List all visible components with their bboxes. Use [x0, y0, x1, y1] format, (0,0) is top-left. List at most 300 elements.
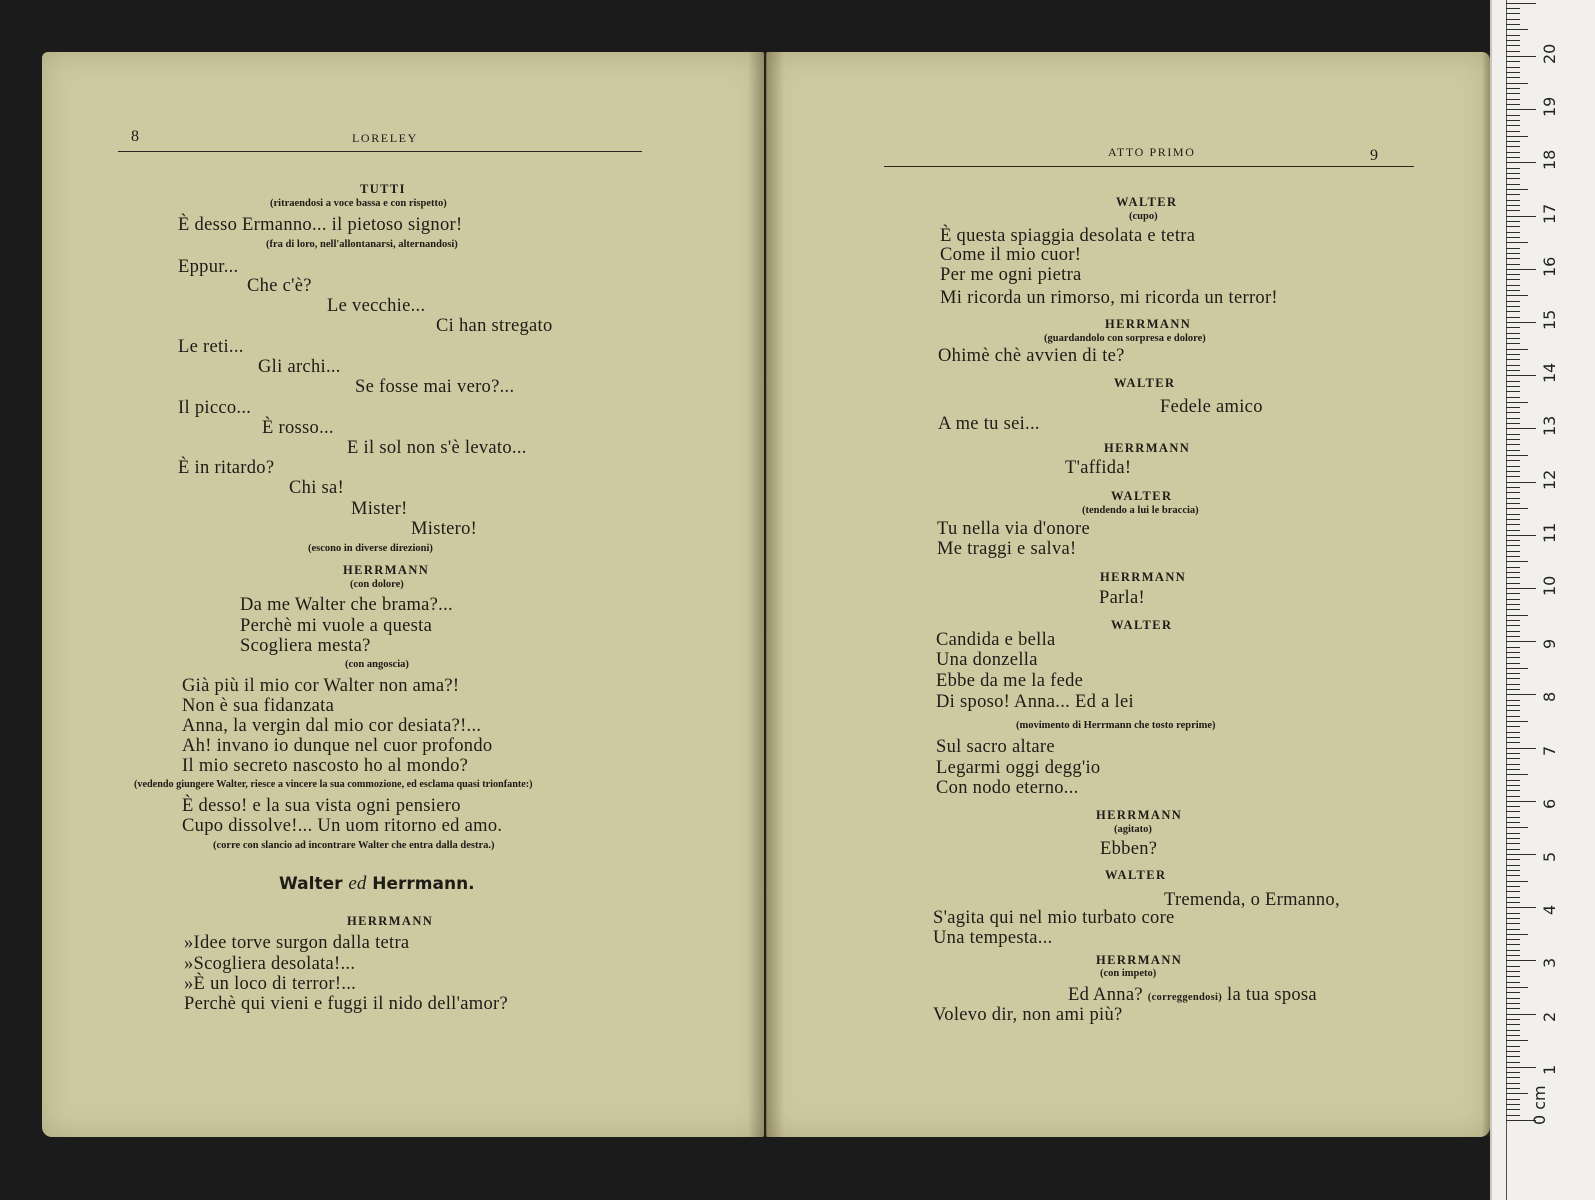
speaker-herrmann: HERRMANN — [347, 914, 434, 928]
ruler-tick — [1506, 822, 1520, 823]
verse-line: Una tempesta... — [933, 928, 1053, 948]
ruler-tick — [1506, 109, 1536, 110]
ruler-tick — [1506, 301, 1520, 302]
right-page — [766, 52, 1490, 1137]
verse-line: Mistero! — [411, 519, 478, 539]
page-edge — [1482, 52, 1490, 1137]
ruler-tick — [1506, 891, 1520, 892]
ruler-tick — [1506, 157, 1520, 158]
ruler-tick — [1506, 178, 1520, 179]
ruler-tick — [1506, 93, 1520, 94]
ruler-tick — [1506, 242, 1528, 243]
ruler-tick — [1506, 471, 1520, 472]
verse-line: Mi ricorda un rimorso, mi ricorda un terror! — [940, 288, 1278, 308]
ruler-tick — [1506, 647, 1520, 648]
ruler-tick — [1506, 620, 1520, 621]
ruler-tick — [1506, 1104, 1520, 1105]
ruler-tick — [1506, 67, 1520, 68]
ruler-tick — [1506, 1030, 1520, 1031]
stage-direction: (con dolore) — [350, 579, 404, 590]
ruler-tick — [1506, 498, 1520, 499]
running-head: ATTO PRIMO — [1108, 145, 1196, 159]
ruler-tick — [1506, 955, 1520, 956]
ruler-number: 11 — [1540, 522, 1559, 543]
verse-line: Ci han stregato — [436, 316, 553, 336]
ruler-tick — [1506, 875, 1520, 876]
ruler-tick — [1506, 790, 1520, 791]
ruler-tick — [1506, 492, 1520, 493]
ruler-tick — [1506, 45, 1520, 46]
speaker-walter: WALTER — [1111, 618, 1173, 632]
ruler-tick — [1506, 487, 1520, 488]
speaker-herrmann: HERRMANN — [1105, 317, 1192, 331]
verse-line: È questa spiaggia desolata e tetra — [940, 226, 1196, 246]
ruler-tick — [1506, 333, 1520, 334]
ruler-tick — [1506, 1003, 1520, 1004]
ruler-number: 15 — [1540, 309, 1559, 330]
verse-line: Per me ogni pietra — [940, 265, 1082, 285]
ruler-tick — [1506, 918, 1520, 919]
ruler-tick — [1506, 1035, 1520, 1036]
verse-line: Già più il mio cor Walter non ama?! — [182, 676, 460, 696]
ruler-tick — [1506, 631, 1520, 632]
stage-direction: (cupo) — [1129, 211, 1158, 222]
verse-line: »È un loco di terror!... — [184, 974, 357, 994]
ruler-tick — [1506, 764, 1520, 765]
ruler-tick — [1506, 902, 1520, 903]
ruler-tick — [1506, 865, 1520, 866]
verse-line: Ebbe da me la fede — [936, 671, 1084, 691]
verse-line: Sul sacro altare — [936, 737, 1055, 757]
ruler-tick — [1506, 88, 1520, 89]
ruler-tick — [1506, 482, 1536, 483]
ruler-tick — [1506, 838, 1520, 839]
ruler-tick — [1506, 418, 1520, 419]
ruler-tick — [1506, 503, 1520, 504]
ruler-tick — [1506, 168, 1520, 169]
ruler-tick — [1506, 806, 1520, 807]
ruler-tick — [1506, 210, 1520, 211]
ruler-tick — [1506, 397, 1520, 398]
ruler-tick — [1506, 1056, 1520, 1057]
ruler-tick — [1506, 710, 1520, 711]
ruler-number: 1 — [1540, 1064, 1559, 1075]
scene-name-walter: Walter — [279, 874, 343, 894]
ruler-tick — [1506, 1024, 1520, 1025]
ruler-number: 14 — [1540, 362, 1559, 384]
ruler-number: 19 — [1540, 96, 1559, 118]
speaker-herrmann: HERRMANN — [1104, 441, 1191, 455]
stage-direction-inline: (correggendosi) — [1147, 992, 1223, 1003]
ruler-tick — [1506, 434, 1520, 435]
left-page — [42, 52, 764, 1137]
ruler-tick — [1506, 24, 1520, 25]
verse-line: Le vecchie... — [327, 296, 426, 316]
ruler-tick — [1506, 237, 1520, 238]
ruler-tick — [1506, 668, 1528, 669]
stage-direction: (con angoscia) — [345, 659, 409, 670]
ruler-tick — [1506, 998, 1520, 999]
ruler-tick — [1506, 567, 1520, 568]
verse-line — [1068, 985, 1317, 1006]
ruler-tick — [1506, 29, 1528, 30]
ruler-tick — [1506, 125, 1520, 126]
ruler-tick — [1506, 349, 1528, 350]
ruler-tick — [1506, 508, 1528, 509]
speaker-walter: WALTER — [1116, 195, 1178, 209]
ruler-tick — [1506, 1040, 1528, 1041]
ruler-tick — [1506, 264, 1520, 265]
ruler-tick — [1506, 700, 1520, 701]
page-number: 9 — [1370, 147, 1378, 164]
ruler-tick — [1506, 1046, 1520, 1047]
ruler-edge — [1506, 0, 1507, 1200]
ruler-tick — [1506, 561, 1528, 562]
ruler-tick — [1506, 849, 1520, 850]
ruler-tick — [1506, 913, 1520, 914]
ruler-tick — [1506, 311, 1520, 312]
ruler-number: 20 — [1540, 43, 1559, 64]
stage-direction: (tendendo a lui le braccia) — [1082, 505, 1199, 516]
verse-line: A me tu sei... — [938, 414, 1040, 434]
ruler-tick — [1506, 1115, 1520, 1116]
ruler-tick — [1506, 833, 1520, 834]
ruler-tick — [1506, 535, 1536, 536]
ruler-tick — [1506, 769, 1520, 770]
ruler-tick — [1506, 599, 1520, 600]
ruler-number: 13 — [1540, 416, 1559, 437]
ruler-tick — [1506, 593, 1520, 594]
ruler-tick — [1506, 678, 1520, 679]
verse-line: È desso Ermanno... il pietoso signor! — [178, 215, 463, 235]
ruler-tick — [1506, 1109, 1520, 1110]
verse-line: Come il mio cuor! — [940, 245, 1082, 265]
ruler-tick — [1506, 1099, 1520, 1100]
speaker-herrmann: HERRMANN — [343, 563, 430, 577]
ruler-tick — [1506, 514, 1520, 515]
ruler-tick — [1506, 131, 1520, 132]
ruler-tick — [1506, 40, 1520, 41]
stage-direction: (fra di loro, nell'allontanarsi, alternandosi) — [266, 239, 458, 250]
ruler-tick — [1506, 705, 1520, 706]
ruler-tick — [1506, 859, 1520, 860]
ruler-tick — [1506, 519, 1520, 520]
ruler-tick — [1506, 285, 1520, 286]
ruler-tick — [1506, 136, 1528, 137]
ruler-tick — [1506, 652, 1520, 653]
verse-line: Tremenda, o Ermanno, — [1164, 890, 1340, 910]
ruler-tick — [1506, 317, 1520, 318]
stage-direction: (movimento di Herrmann che tosto reprime) — [1016, 720, 1216, 731]
verse-line: »Idee torve surgon dalla tetra — [184, 933, 410, 953]
ruler-tick — [1506, 274, 1520, 275]
ruler-tick — [1506, 897, 1520, 898]
verse-line: Eppur... — [178, 257, 239, 277]
ruler-tick — [1506, 843, 1520, 844]
ruler-tick — [1506, 870, 1520, 871]
verse-line: Tu nella via d'onore — [937, 519, 1091, 539]
verse-line: Legarmi oggi degg'io — [936, 758, 1101, 778]
ruler-tick — [1506, 402, 1528, 403]
scene-conjunction: ed — [348, 873, 367, 894]
ruler-tick — [1506, 290, 1520, 291]
ruler-number: 8 — [1540, 692, 1559, 703]
speaker-tutti: TUTTI — [360, 182, 406, 196]
ruler-tick — [1506, 1019, 1520, 1020]
ruler-tick — [1506, 269, 1536, 270]
ruler-tick — [1506, 120, 1520, 121]
ruler-tick — [1506, 854, 1536, 855]
ruler-tick — [1506, 540, 1520, 541]
ruler-tick — [1506, 817, 1520, 818]
ruler-tick — [1506, 801, 1536, 802]
ruler-number: 16 — [1540, 256, 1559, 277]
ruler-tick — [1506, 115, 1520, 116]
ruler-tick — [1506, 1093, 1528, 1094]
ruler-tick — [1506, 365, 1520, 366]
ruler-tick — [1506, 615, 1528, 616]
ruler-tick — [1506, 577, 1520, 578]
ruler-tick — [1506, 248, 1520, 249]
ruler-tick — [1506, 748, 1536, 749]
ruler-tick — [1506, 391, 1520, 392]
speaker-herrmann: HERRMANN — [1096, 808, 1183, 822]
ruler-tick — [1506, 72, 1520, 73]
verse-line: S'agita qui nel mio turbato core — [933, 908, 1175, 928]
ruler-tick — [1506, 83, 1528, 84]
ruler-tick — [1506, 636, 1520, 637]
ruler-tick — [1506, 205, 1520, 206]
ruler-tick — [1506, 232, 1520, 233]
ruler-tick — [1506, 466, 1520, 467]
verse-line: Se fosse mai vero?... — [355, 377, 515, 397]
verse-line: È rosso... — [262, 418, 334, 438]
ruler-tick — [1506, 992, 1520, 993]
ruler-tick — [1506, 742, 1520, 743]
ruler-tick — [1506, 343, 1520, 344]
ruler-number: 6 — [1540, 798, 1559, 809]
verse-line: Me traggi e salva! — [937, 539, 1077, 559]
verse-line: E il sol non s'è levato... — [347, 438, 527, 458]
ruler-tick — [1506, 476, 1520, 477]
header-rule — [884, 166, 1414, 167]
ruler-tick — [1506, 423, 1520, 424]
ruler-tick — [1506, 359, 1520, 360]
ruler-tick — [1506, 732, 1520, 733]
ruler-tick — [1506, 976, 1520, 977]
ruler-number: 5 — [1540, 851, 1559, 862]
ruler-tick — [1506, 971, 1520, 972]
ruler-tick — [1506, 524, 1520, 525]
ruler-tick — [1506, 737, 1520, 738]
ruler-tick — [1506, 61, 1520, 62]
ruler-tick — [1506, 146, 1520, 147]
ruler-tick — [1506, 184, 1520, 185]
ruler-tick — [1506, 1014, 1536, 1015]
ruler-tick — [1506, 1083, 1520, 1084]
ruler-tick — [1506, 545, 1520, 546]
ruler-tick — [1506, 194, 1520, 195]
verse-line: È in ritardo? — [178, 458, 275, 478]
verse-fragment: la tua sposa — [1227, 985, 1317, 1005]
ruler-tick — [1506, 3, 1536, 4]
ruler-tick — [1506, 104, 1520, 105]
ruler-tick — [1506, 657, 1520, 658]
ruler-tick — [1506, 886, 1520, 887]
ruler-tick — [1506, 162, 1536, 163]
ruler-tick — [1506, 950, 1520, 951]
verse-line: Parla! — [1099, 588, 1145, 608]
verse-line: Di sposo! Anna... Ed a lei — [936, 692, 1134, 712]
verse-line: Perchè mi vuole a questa — [240, 616, 433, 636]
verse-line: Ohimè chè avvien di te? — [938, 346, 1125, 366]
ruler-tick — [1506, 721, 1528, 722]
ruler-tick — [1506, 428, 1536, 429]
ruler-tick — [1506, 774, 1528, 775]
ruler-tick — [1506, 1088, 1520, 1089]
ruler-tick — [1506, 1008, 1520, 1009]
stage-direction: (ritraendosi a voce bassa e con rispetto) — [270, 198, 447, 209]
ruler-tick — [1506, 1067, 1536, 1068]
speaker-walter: WALTER — [1114, 376, 1176, 390]
ruler-tick — [1506, 753, 1520, 754]
ruler-tick — [1506, 412, 1520, 413]
verse-line: Una donzella — [936, 650, 1038, 670]
ruler-tick — [1506, 306, 1520, 307]
ruler-tick — [1506, 216, 1536, 217]
ruler-tick — [1506, 99, 1520, 100]
ruler-tick — [1506, 785, 1520, 786]
ruler-number: 9 — [1540, 639, 1559, 650]
verse-line: Non è sua fidanzata — [182, 696, 335, 716]
verse-line: Ebben? — [1100, 839, 1158, 859]
running-head: LORELEY — [352, 131, 418, 145]
ruler-tick — [1506, 375, 1536, 376]
ruler-tick — [1506, 407, 1520, 408]
ruler-number: 3 — [1540, 958, 1559, 969]
ruler-tick — [1506, 460, 1520, 461]
ruler-tick — [1506, 663, 1520, 664]
page-number: 8 — [131, 128, 139, 145]
ruler-tick — [1506, 572, 1520, 573]
speaker-walter: WALTER — [1111, 489, 1173, 503]
ruler-tick — [1506, 907, 1536, 908]
ruler-tick — [1506, 439, 1520, 440]
verse-line: Ah! invano io dunque nel cuor profondo — [182, 736, 493, 756]
speaker-herrmann: HERRMANN — [1100, 570, 1187, 584]
verse-line: Mister! — [351, 499, 408, 519]
ruler-number: 18 — [1540, 150, 1559, 171]
ruler-tick — [1506, 939, 1520, 940]
ruler-tick — [1506, 987, 1528, 988]
ruler-tick — [1506, 13, 1520, 14]
ruler-tick — [1506, 604, 1520, 605]
speaker-walter: WALTER — [1105, 868, 1167, 882]
ruler-tick — [1506, 1072, 1520, 1073]
ruler-tick — [1506, 1077, 1520, 1078]
verse-line: Chi sa! — [289, 478, 345, 498]
ruler-number: 17 — [1540, 203, 1559, 224]
ruler-number: 12 — [1540, 469, 1559, 490]
ruler-tick — [1506, 327, 1520, 328]
ruler-tick — [1506, 673, 1520, 674]
stage-direction: (escono in diverse direzioni) — [308, 543, 433, 554]
ruler-tick — [1506, 152, 1520, 153]
verse-line: Perchè qui vieni e fuggi il nido dell'amor? — [184, 994, 508, 1014]
ruler-tick — [1506, 934, 1528, 935]
ruler-tick — [1506, 77, 1520, 78]
ruler-tick — [1506, 51, 1520, 52]
scene-name-herrmann: Herrmann. — [372, 874, 475, 894]
verse-line: Anna, la vergin dal mio cor desiata?!... — [182, 716, 482, 736]
ruler-tick — [1506, 19, 1520, 20]
ruler-tick — [1506, 583, 1520, 584]
ruler-tick — [1506, 556, 1520, 557]
scene-heading — [279, 873, 475, 895]
ruler-tick — [1506, 982, 1520, 983]
verse-line: Volevo dir, non ami più? — [933, 1005, 1123, 1025]
ruler-tick — [1506, 455, 1528, 456]
ruler-tick — [1506, 641, 1536, 642]
ruler-tick — [1506, 966, 1520, 967]
book-spine — [748, 52, 784, 1137]
ruler-tick — [1506, 684, 1520, 685]
verse-line: Il mio secreto nascosto ho al mondo? — [182, 756, 469, 776]
ruler-tick — [1506, 694, 1536, 695]
ruler-tick — [1506, 258, 1520, 259]
ruler-tick — [1506, 35, 1520, 36]
ruler-tick — [1506, 1062, 1520, 1063]
ruler-tick — [1506, 625, 1520, 626]
verse-line: T'affida! — [1065, 458, 1132, 478]
ruler-tick — [1506, 173, 1520, 174]
ruler-tick — [1506, 609, 1520, 610]
ruler-tick — [1506, 450, 1520, 451]
stage-direction: (corre con slancio ad incontrare Walter che entra dalla destra.) — [213, 840, 495, 851]
verse-line: È desso! e la sua vista ogni pensiero — [182, 796, 461, 816]
ruler-tick — [1506, 588, 1536, 589]
ruler-tick — [1506, 923, 1520, 924]
ruler-tick — [1506, 944, 1520, 945]
ruler-tick — [1506, 1051, 1520, 1052]
verse-line: »Scogliera desolata!... — [184, 954, 356, 974]
ruler-tick — [1506, 370, 1520, 371]
ruler-tick — [1506, 221, 1520, 222]
ruler-tick — [1506, 381, 1520, 382]
verse-line: Scogliera mesta? — [240, 636, 371, 656]
ruler-number: 4 — [1540, 905, 1559, 916]
verse-line: Il picco... — [178, 398, 252, 418]
ruler-tick — [1506, 689, 1520, 690]
ruler-tick — [1506, 386, 1520, 387]
ruler-tick — [1506, 444, 1520, 445]
ruler-unit-label: 0 cm — [1530, 1085, 1549, 1125]
verse-fragment: Ed Anna? — [1068, 985, 1143, 1005]
ruler-tick — [1506, 338, 1520, 339]
ruler-tick — [1506, 827, 1528, 828]
ruler-tick — [1506, 726, 1520, 727]
ruler-number: 7 — [1540, 745, 1559, 756]
ruler-tick — [1506, 716, 1520, 717]
verse-line: Gli archi... — [258, 357, 341, 377]
ruler-tick — [1506, 929, 1520, 930]
stage-direction: (agitato) — [1114, 824, 1152, 835]
ruler-tick — [1506, 295, 1528, 296]
ruler-tick — [1506, 189, 1528, 190]
ruler-tick — [1506, 253, 1520, 254]
ruler-tick — [1506, 758, 1520, 759]
ruler-tick — [1506, 279, 1520, 280]
